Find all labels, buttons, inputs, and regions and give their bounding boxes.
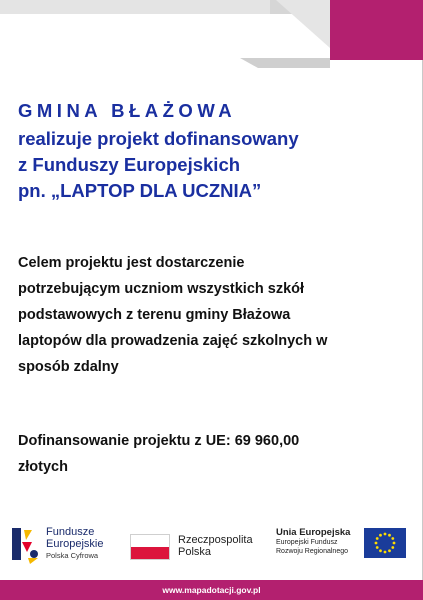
ue-title: Unia Europejska (276, 527, 351, 538)
pl-line1: Rzeczpospolita (178, 534, 253, 546)
funding-amount (18, 428, 413, 480)
pl-line2: Polska (178, 546, 212, 558)
headline (18, 100, 408, 204)
headline-line: pn. „LAPTOP DLA UCZNIA” (18, 180, 262, 201)
poland-flag-icon (130, 534, 170, 560)
fe-sub: Polska Cyfrowa (46, 551, 99, 560)
headline-line: realizuje projekt dofinansowany (18, 128, 299, 149)
fundusze-europejskie-logo (10, 522, 120, 566)
project-description (18, 250, 413, 380)
top-stripe-magenta (330, 0, 423, 60)
gmina-title: GMINA BŁAŻOWA (18, 100, 237, 121)
top-stripe-diagonal (276, 0, 330, 48)
unia-europejska-logo (276, 522, 416, 566)
description-line: potrzebującym uczniom wszystkich szkół (18, 281, 305, 297)
footer-url[interactable]: www.mapadotacji.gov.pl (0, 580, 423, 600)
funding-line: Dofinansowanie projektu z UE: 69 960,00 (18, 433, 300, 449)
ue-sub2: Rozwoju Regionalnego (276, 548, 348, 555)
top-stripe-shadow (240, 58, 330, 68)
fe-line1: Fundusze (46, 526, 95, 538)
fe-star-icon (10, 524, 42, 564)
top-stripe-grey (0, 0, 270, 14)
ue-sub1: Europejski Fundusz (276, 539, 338, 546)
description-line: sposób zdalny (18, 359, 119, 375)
rzeczpospolita-logo (130, 522, 260, 566)
fe-line2: Europejskie (46, 538, 104, 550)
headline-line: z Funduszy Europejskich (18, 154, 241, 175)
description-line: laptopów dla prowadzenia zajęć szkolnych w (18, 333, 328, 349)
description-line: podstawowych z terenu gminy Błażowa (18, 307, 291, 323)
eu-flag-icon (364, 528, 406, 558)
logo-bar (0, 522, 423, 574)
funding-line: złotych (18, 459, 68, 475)
description-line: Celem projektu jest dostarczenie (18, 255, 245, 271)
